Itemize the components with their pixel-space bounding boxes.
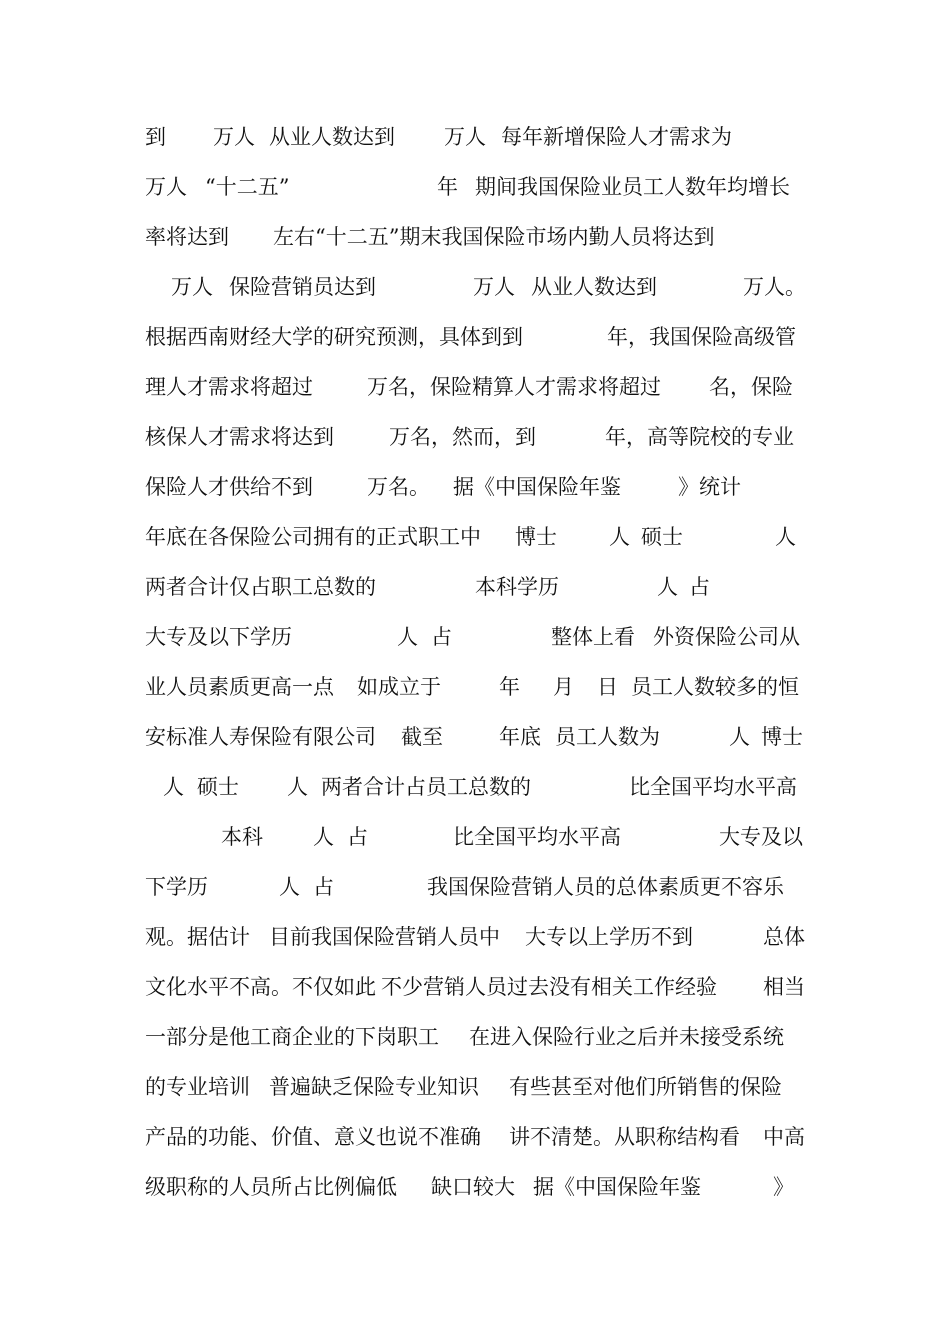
text-segment: 我国保险营销人员的总体素质更不容乐 [427,875,784,899]
text-segment: 月 [553,675,574,699]
text-segment: 日 [597,675,618,699]
text-line-4 [145,262,810,312]
text-segment: 普遍缺乏保险专业知识 [269,1075,479,1099]
text-segment: 有些甚至对他们所销售的保险 [509,1075,782,1099]
text-segment: 年底在各保险公司拥有的正式职工中 [145,525,481,549]
text-line-13 [145,712,810,762]
text-segment: 如成立于 [357,675,441,699]
text-segment: 整体上看 [551,625,635,649]
text-segment: 在进入保险行业之后并未接受系统 [469,1025,784,1049]
text-segment: “十二五” [205,175,290,199]
text-segment: 员工人数为 [555,725,660,749]
text-segment: 万人。 [743,275,806,299]
text-segment: 比全国平均水平高 [629,775,797,799]
text-segment: 万人 [171,275,213,299]
text-segment: 保险营销员达到 [229,275,376,299]
text-segment: 外资保险公司从 [653,625,800,649]
text-segment: 年 [499,675,520,699]
text-segment: 根据西南财经大学的研究预测，具体到到 [145,325,523,349]
text-segment: 本科 [221,825,263,849]
text-segment: 博士 [515,525,557,549]
text-segment: 万人 [473,275,515,299]
text-segment: 占 [313,875,334,899]
text-segment: 文化水平不高。不仅如此 [145,975,376,999]
text-segment: 名，保险 [709,375,793,399]
text-segment: 人 [287,775,308,799]
text-segment: 硕士 [197,775,239,799]
text-line-16 [145,862,810,912]
text-line-1 [145,112,810,162]
text-segment: 从业人数达到 [269,125,395,149]
text-segment: 观。据估计 [145,925,250,949]
text-segment: 人 [609,525,630,549]
text-segment: 》统计 [678,475,741,499]
text-segment: 人 [729,725,750,749]
text-segment: 业人员素质更高一点 [145,675,334,699]
text-line-11 [145,612,810,662]
text-segment: 讲不清楚。从职称结构看 [509,1125,740,1149]
text-line-19 [145,1012,810,1062]
text-segment: 占 [689,575,710,599]
text-segment: 占 [347,825,368,849]
text-line-21 [145,1112,810,1162]
text-segment: 据《中国保险年鉴 [453,475,621,499]
text-segment: 占 [431,625,452,649]
text-segment: 万名，然而，到 [389,425,536,449]
text-segment: 到 [145,125,166,149]
text-segment: 保险人才供给不到 [145,475,313,499]
text-segment: 理人才需求将超过 [145,375,313,399]
text-segment: 缺口较大 [431,1175,515,1199]
text-line-18 [145,962,810,1012]
text-line-22 [145,1162,810,1212]
text-segment: 万人 [145,175,187,199]
text-segment: 万人 [444,125,486,149]
text-line-15 [145,812,810,862]
text-segment: 核保人才需求将达到 [145,425,334,449]
text-line-20 [145,1062,810,1112]
text-line-3 [145,212,810,262]
text-segment: 两者合计仅占职工总数的 [145,575,376,599]
text-segment: 万名，保险精算人才需求将超过 [367,375,661,399]
text-segment: 年底 [499,725,541,749]
text-segment: 硕士 [641,525,683,549]
text-segment: 中高 [763,1125,805,1149]
text-segment: 安标准人寿保险有限公司 [145,725,376,749]
text-segment: 据《中国保险年鉴 [533,1175,701,1199]
text-segment: 两者合计占员工总数的 [321,775,531,799]
text-line-10 [145,562,810,612]
text-segment: 每年新增保险人才需求为 [501,125,732,149]
text-line-17 [145,912,810,962]
text-segment: 大专以上学历不到 [525,925,693,949]
text-segment: 人 [279,875,300,899]
text-segment: 》 [773,1175,794,1199]
text-segment: 相当 [763,975,805,999]
text-segment: 总体 [763,925,805,949]
text-segment: 年，高等院校的专业 [605,425,794,449]
text-line-5 [145,312,810,362]
text-segment: 从业人数达到 [531,275,657,299]
text-line-12 [145,662,810,712]
text-segment: 本科学历 [475,575,559,599]
text-segment: 万人 [213,125,255,149]
text-line-9 [145,512,810,562]
text-segment: 不少营销人员过去没有相关工作经验 [381,975,717,999]
text-line-6 [145,362,810,412]
text-segment: 级职称的人员所占比例偏低 [145,1175,397,1199]
text-line-14 [145,762,810,812]
text-segment: 期间我国保险业员工人数年均增长 [475,175,790,199]
text-segment: 博士 [761,725,803,749]
text-segment: 年 [437,175,458,199]
text-line-7 [145,412,810,462]
text-line-8 [145,462,810,512]
text-segment: 大专及以 [719,825,803,849]
text-segment: 人 [397,625,418,649]
body-text [145,112,810,1212]
text-segment: 大专及以下学历 [145,625,292,649]
text-segment: 截至 [401,725,443,749]
text-segment: 人 [657,575,678,599]
text-segment: 产品的功能、价值、意义也说不准确 [145,1125,481,1149]
text-segment: 人 [775,525,796,549]
text-segment: 人 [163,775,184,799]
text-segment: 员工人数较多的恒 [631,675,799,699]
text-segment: 比全国平均水平高 [453,825,621,849]
text-segment: 万名。 [367,475,430,499]
text-segment: 的专业培训 [145,1075,250,1099]
text-segment: 左右“十二五”期末我国保险市场内勤人员将达到 [273,225,715,249]
text-segment: 率将达到 [145,225,229,249]
text-segment: 一部分是他工商企业的下岗职工 [145,1025,439,1049]
text-segment: 年，我国保险高级管 [607,325,796,349]
text-segment: 下学历 [145,875,208,899]
text-segment: 目前我国保险营销人员中 [269,925,500,949]
text-segment: 人 [313,825,334,849]
text-line-2 [145,162,810,212]
